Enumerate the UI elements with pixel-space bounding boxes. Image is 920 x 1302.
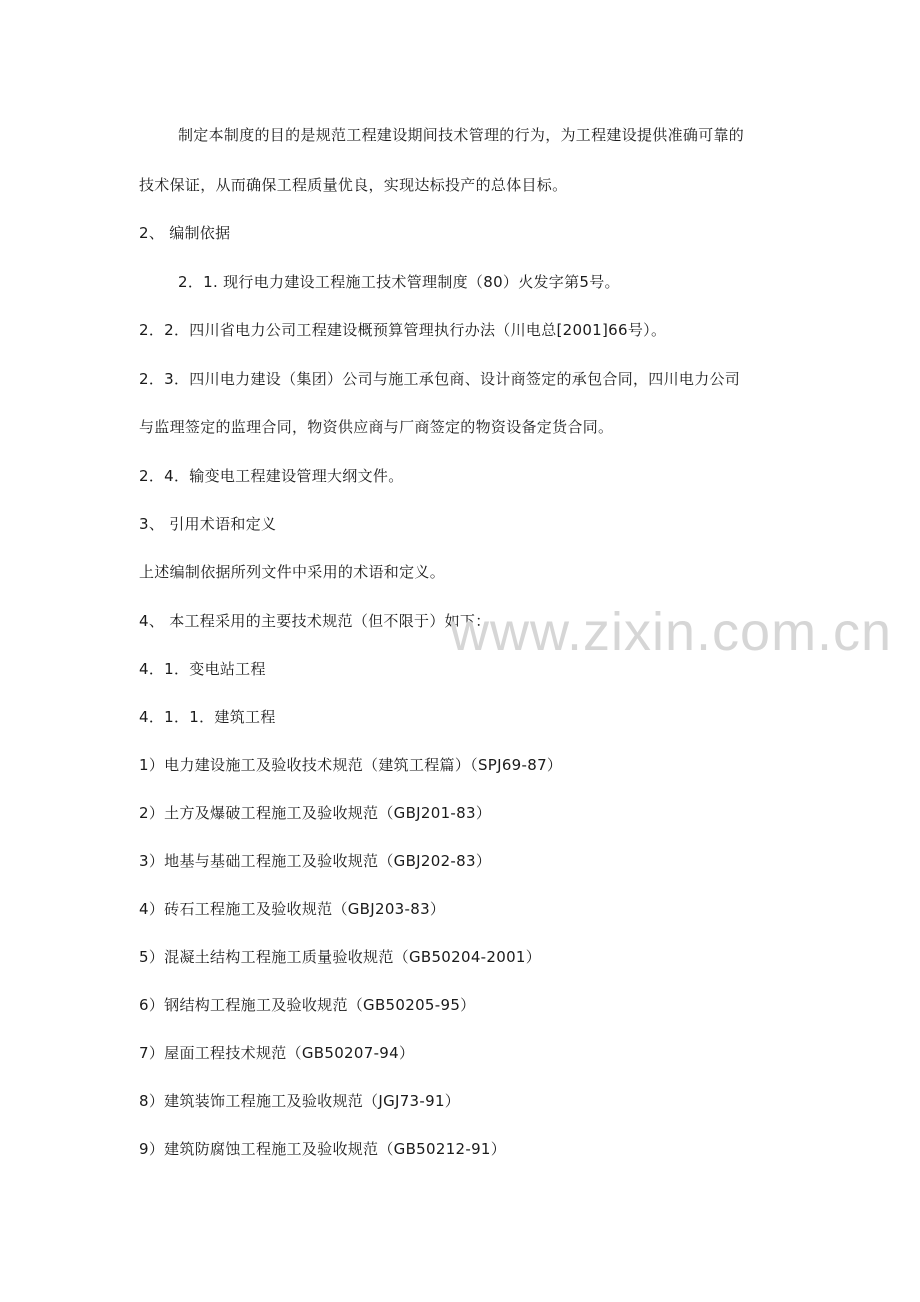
standard-list-item-1: 1）电力建设施工及验收技术规范（建筑工程篇）（SPJ69-87） <box>139 756 563 774</box>
subsection-heading-4-1: 4．1．变电站工程 <box>139 660 266 678</box>
paragraph-purpose-line-1: 制定本制度的目的是规范工程建设期间技术管理的行为，为工程建设提供准确可靠的 <box>178 126 745 144</box>
section-heading-2: 2、 编制依据 <box>139 224 231 242</box>
basis-item-2-1: 2．1. 现行电力建设工程施工技术管理制度（80）火发字第5号。 <box>178 273 620 291</box>
standard-list-item-7: 7）屋面工程技术规范（GB50207-94） <box>139 1044 415 1062</box>
paragraph-purpose-line-2: 技术保证，从而确保工程质量优良，实现达标投产的总体目标。 <box>139 176 568 194</box>
basis-item-2-4: 2．4．输变电工程建设管理大纲文件。 <box>139 467 404 485</box>
standard-list-item-3: 3）地基与基础工程施工及验收规范（GBJ202-83） <box>139 852 492 870</box>
standard-list-item-6: 6）钢结构工程施工及验收规范（GB50205-95） <box>139 996 476 1014</box>
standard-list-item-9: 9）建筑防腐蚀工程施工及验收规范（GB50212-91） <box>139 1140 507 1158</box>
basis-item-2-3-line-1: 2．3．四川电力建设（集团）公司与施工承包商、设计商签定的承包合同，四川电力公司 <box>139 370 741 388</box>
standard-list-item-5: 5）混凝土结构工程施工质量验收规范（GB50204-2001） <box>139 948 542 966</box>
basis-item-2-3-line-2: 与监理签定的监理合同，物资供应商与厂商签定的物资设备定货合同。 <box>139 418 614 436</box>
site-watermark: www.zixin.com.cn <box>450 602 893 662</box>
terms-paragraph: 上述编制依据所列文件中采用的术语和定义。 <box>139 563 446 581</box>
section-heading-3: 3、 引用术语和定义 <box>139 515 277 533</box>
subsection-heading-4-1-1: 4．1．1．建筑工程 <box>139 708 276 726</box>
standard-list-item-4: 4）砖石工程施工及验收规范（GBJ203-83） <box>139 900 446 918</box>
standard-list-item-8: 8）建筑装饰工程施工及验收规范（JGJ73-91） <box>139 1092 461 1110</box>
section-heading-4: 4、 本工程采用的主要技术规范（但不限于）如下： <box>139 612 491 630</box>
standard-list-item-2: 2）土方及爆破工程施工及验收规范（GBJ201-83） <box>139 804 492 822</box>
basis-item-2-2: 2．2．四川省电力公司工程建设概预算管理执行办法（川电总[2001]66号）。 <box>139 321 667 339</box>
